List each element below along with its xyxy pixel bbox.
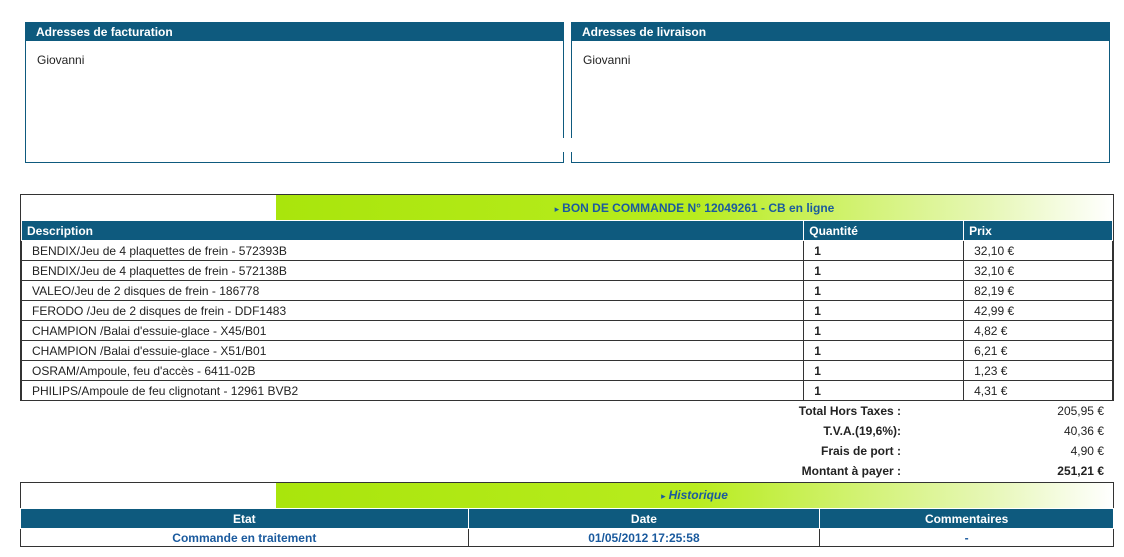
order-item-row (22, 241, 1113, 261)
item-quantity: 1 (804, 281, 964, 301)
column-header-comments: Commentaires (820, 509, 1114, 529)
order-item-row (22, 261, 1113, 281)
column-header-price: Prix (964, 221, 1113, 241)
item-quantity: 1 (804, 301, 964, 321)
subtotal-value: 205,95 € (1057, 404, 1104, 418)
history-title: Historique (668, 488, 728, 502)
total-row (0, 463, 1114, 483)
triangle-right-icon: ▸ (661, 491, 666, 501)
shipping-address-name: Giovanni (583, 53, 631, 67)
order-title: BON DE COMMANDE N° 12049261 - CB en ligne (562, 201, 835, 215)
billing-address-box (25, 22, 564, 163)
vat-row (0, 423, 1114, 443)
subtotal-label: Total Hors Taxes : (798, 404, 901, 418)
item-description: VALEO/Jeu de 2 disques de frein - 186778 (22, 281, 804, 301)
column-header-status: Etat (21, 509, 469, 529)
history-status: Commande en traitement (21, 529, 469, 547)
item-description: BENDIX/Jeu de 4 plaquettes de frein - 572138B (22, 261, 804, 281)
order-table (21, 220, 1113, 401)
order-totals (0, 403, 1114, 483)
item-description: PHILIPS/Ampoule de feu clignotant - 12961 BVB2 (22, 381, 804, 401)
total-label: Montant à payer : (801, 464, 901, 478)
item-price: 4,31 € (964, 381, 1113, 401)
item-description: OSRAM/Ampoule, feu d'accès - 6411-02B (22, 361, 804, 381)
item-price: 42,99 € (964, 301, 1113, 321)
shipping-fee-label: Frais de port : (820, 444, 901, 458)
shipping-fee-row (0, 443, 1114, 463)
history-comments: - (820, 529, 1114, 547)
address-gap (560, 138, 574, 152)
item-quantity: 1 (804, 341, 964, 361)
history-table (20, 508, 1114, 547)
item-quantity: 1 (804, 381, 964, 401)
triangle-right-icon: ▸ (554, 204, 560, 214)
order-item-row (22, 381, 1113, 401)
shipping-address-box (571, 22, 1110, 163)
shipping-address-title: Adresses de livraison (572, 23, 1109, 41)
billing-address-title: Adresses de facturation (26, 23, 563, 41)
column-header-quantity: Quantité (804, 221, 964, 241)
order-section (20, 194, 1114, 401)
history-date: 01/05/2012 17:25:58 (468, 529, 820, 547)
item-description: BENDIX/Jeu de 4 plaquettes de frein - 572393B (22, 241, 804, 261)
order-item-row (22, 281, 1113, 301)
vat-value: 40,36 € (1063, 424, 1104, 438)
history-header-row (21, 509, 1114, 529)
item-quantity: 1 (804, 261, 964, 281)
item-quantity: 1 (804, 321, 964, 341)
billing-address-name: Giovanni (37, 53, 85, 67)
order-item-row (22, 301, 1113, 321)
shipping-fee-value: 4,90 € (1070, 444, 1104, 458)
order-item-row (22, 361, 1113, 381)
item-price: 32,10 € (964, 261, 1113, 281)
item-description: FERODO /Jeu de 2 disques de frein - DDF1483 (22, 301, 804, 321)
order-banner (276, 195, 1113, 220)
item-price: 82,19 € (964, 281, 1113, 301)
history-banner (276, 483, 1113, 508)
history-row (21, 529, 1114, 547)
vat-label: T.V.A.(19,6%): (823, 424, 901, 438)
history-section (20, 482, 1114, 546)
order-item-row (22, 321, 1113, 341)
item-price: 32,10 € (964, 241, 1113, 261)
subtotal-row (0, 403, 1114, 423)
item-price: 1,23 € (964, 361, 1113, 381)
item-description: CHAMPION /Balai d'essuie-glace - X45/B01 (22, 321, 804, 341)
item-price: 6,21 € (964, 341, 1113, 361)
column-header-description: Description (22, 221, 804, 241)
item-price: 4,82 € (964, 321, 1113, 341)
item-quantity: 1 (804, 241, 964, 261)
total-value: 251,21 € (1057, 464, 1104, 478)
order-item-row (22, 341, 1113, 361)
order-header-row (22, 221, 1113, 241)
item-quantity: 1 (804, 361, 964, 381)
item-description: CHAMPION /Balai d'essuie-glace - X51/B01 (22, 341, 804, 361)
column-header-date: Date (468, 509, 820, 529)
